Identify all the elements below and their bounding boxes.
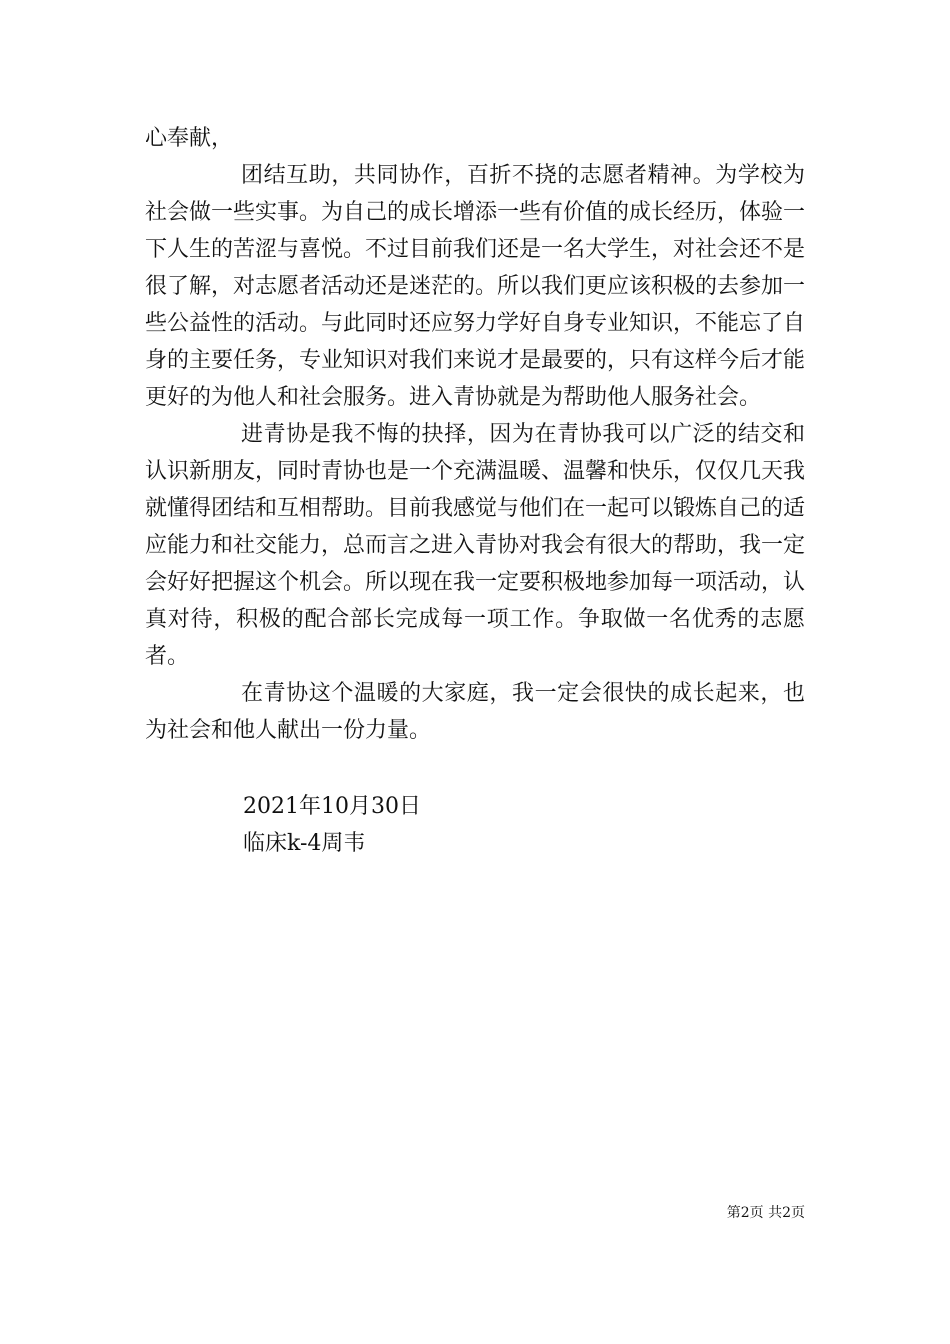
letter-date: 2021年10月30日 — [243, 794, 421, 819]
page-number-footer: 第2页 共2页 — [726, 1205, 805, 1221]
document-body — [145, 120, 805, 749]
paragraph-continuation: 心奉献， — [145, 126, 234, 151]
paragraph-volunteer-spirit: 团结互助，共同协作，百折不挠的志愿者精神。为学校为社会做一些实事。为自己的成长增添一些有价值的成长经历，体验一下人生的苦涩与喜悦。不过目前我们还是一名大学生，对社会还不是很了解，对志愿者活动还是迷茫的。所以我们更应该积极的去参加一些公益性的活动。与此同时还应努力学好自身专业知识，不能忘了自身的主要任务，专业知识对我们来说才是最要的，只有这样今后才能更好的为他人和社会服务。进入青协就是为帮助他人服务社会。 — [145, 163, 806, 410]
letter-signature: 临床k-4周韦 — [243, 831, 366, 856]
paragraph-joining-association: 进青协是我不悔的抉择，因为在青协我可以广泛的结交和认识新朋友，同时青协也是一个充满温暖、温馨和快乐，仅仅几天我就懂得团结和互相帮助。目前我感觉与他们在一起可以锻炼自己的适应能力和社交能力，总而言之进入青协对我会有很大的帮助，我一定会好好把握这个机会。所以现在我一定要积极地参加每一项活动，认真对待，积极的配合部长完成每一项工作。争取做一名优秀的志愿者。 — [145, 422, 806, 669]
paragraph-closing: 在青协这个温暖的大家庭，我一定会很快的成长起来，也为社会和他人献出一份力量。 — [145, 681, 805, 743]
